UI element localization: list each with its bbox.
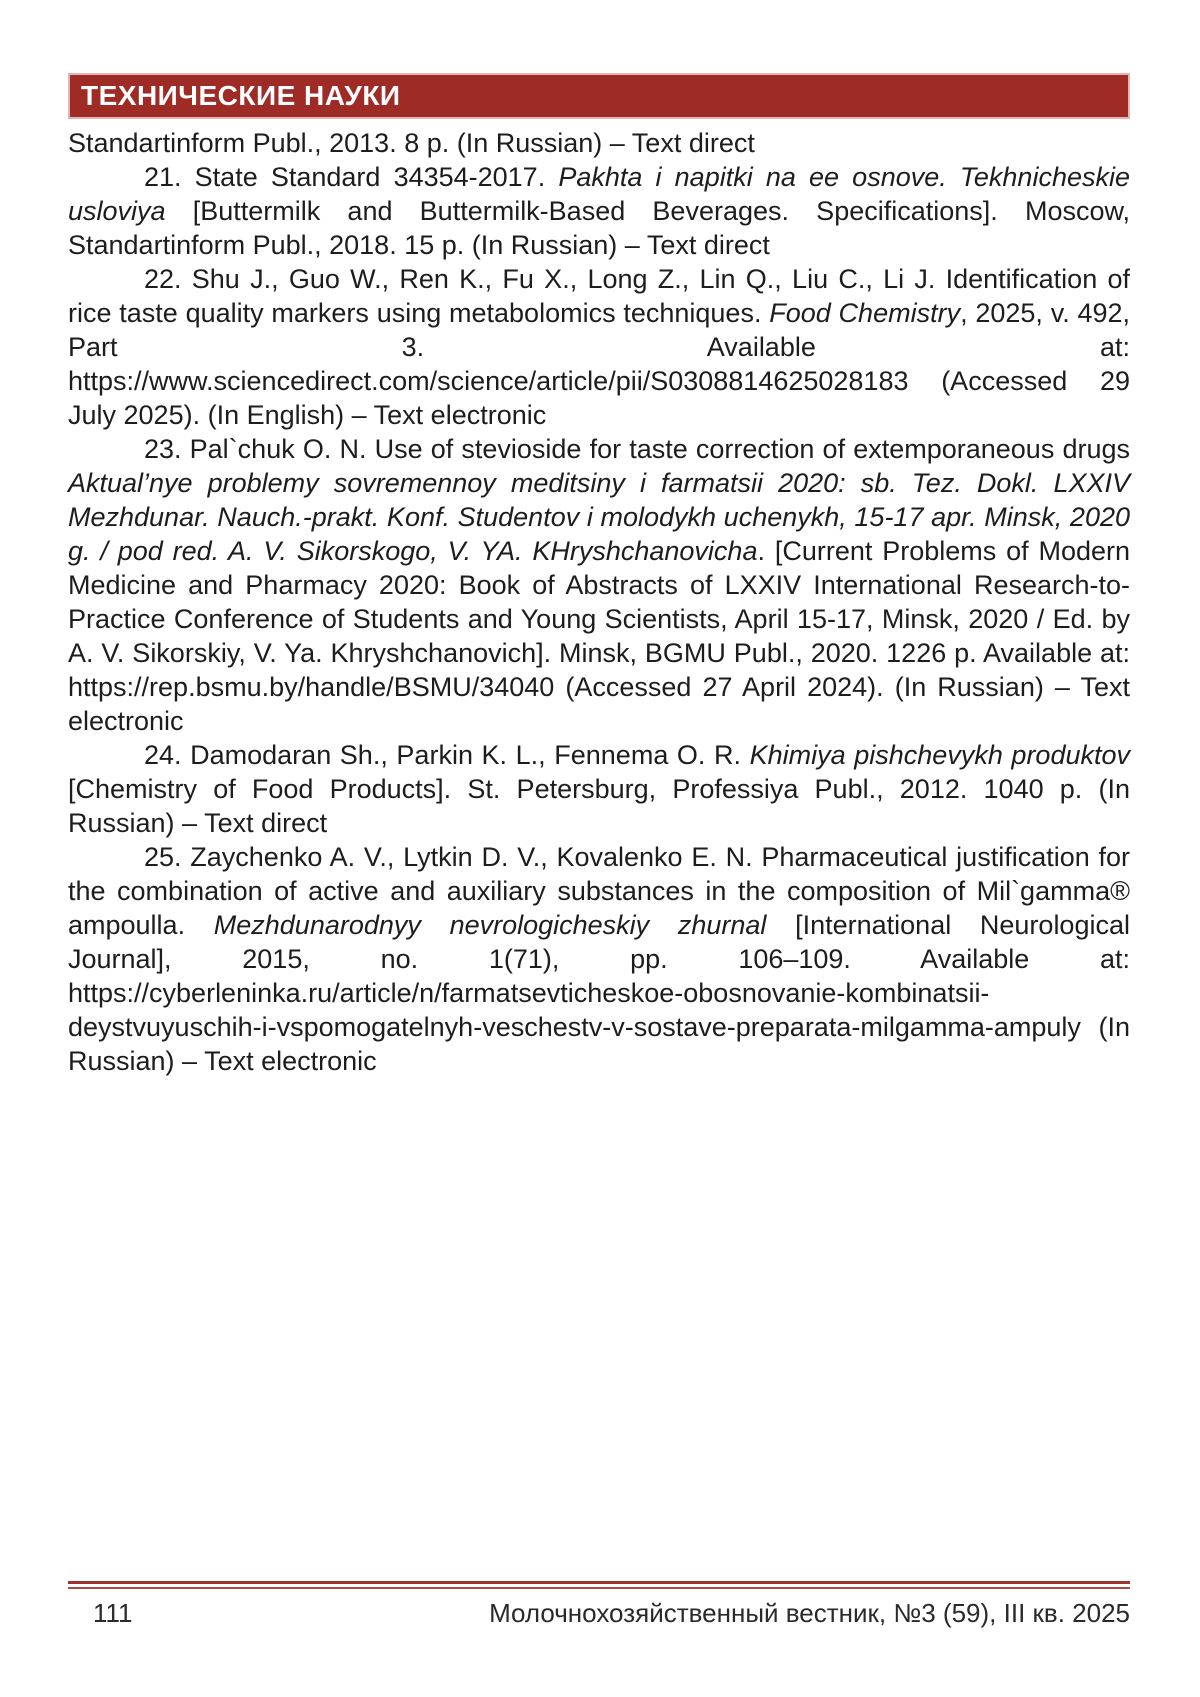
reference-text: 21. State Standard 34354-2017. bbox=[144, 162, 559, 192]
section-title: ТЕХНИЧЕСКИЕ НАУКИ bbox=[81, 80, 401, 111]
reference-text: [Buttermilk and Buttermilk-Based Beverages. Specifications]. Moscow, Standartinform Publ., 2018. 15 p. (In Russian) – Text direct bbox=[68, 196, 1130, 260]
page-content bbox=[68, 73, 1130, 1078]
footer-row bbox=[68, 1598, 1130, 1629]
reference-source-italic: Food Chemistry bbox=[769, 298, 961, 328]
reference-entry bbox=[68, 262, 1130, 432]
reference-text: 25. Zaychenko A. V., Lytkin D. V., Kovalenko E. N. Pharmaceutical justification for the combination of active and auxiliary substances in the composition of Mil`gamma® ampoulla. bbox=[68, 842, 1130, 940]
journal-info: Молочнохозяйственный вестник, №3 (59), III кв. 2025 bbox=[489, 1598, 1130, 1628]
references bbox=[68, 126, 1130, 1078]
reference-text: [International Neurological Journal], 2015, no. 1(71), pp. 106–109. Available at: https://cyberleninka.ru/article/n/farmatsevticheskoe-obosnovanie-kombinatsii-deystvuyuschih-i-vspomogatelnyh-veschestv-v-sostave-preparata-milgamma-ampuly (In Russian) – Text electronic bbox=[68, 910, 1130, 1076]
page-number: 111 bbox=[93, 1598, 133, 1628]
reference-source-italic: Mezhdunarodnyy nevrologicheskiy zhurnal bbox=[213, 910, 767, 940]
reference-text: 24. Damodaran Sh., Parkin K. L., Fennema O. R. bbox=[144, 740, 750, 770]
reference-entry bbox=[68, 738, 1130, 840]
reference-text: , 2025, v. 492, Part 3. Available at: https://www.sciencedirect.com/science/article/pii/S0308814625028183 (Accessed 29 July 2025). (In English) – Text electronic bbox=[68, 298, 1131, 430]
reference-entry bbox=[68, 126, 1130, 160]
reference-entry bbox=[68, 160, 1130, 262]
reference-source-italic: Khimiya pishchevykh produktov bbox=[749, 740, 1130, 770]
reference-entry bbox=[68, 432, 1130, 738]
footer-divider bbox=[68, 1581, 1130, 1589]
reference-text: 23. Pal`chuk O. N. Use of stevioside for taste correction of extemporaneous drugs bbox=[144, 434, 1130, 464]
reference-text: 22. Shu J., Guo W., Ren K., Fu X., Long Z., Lin Q., Liu C., Li J. Identification of rice taste quality markers using metabolomics techniques. bbox=[68, 264, 1130, 328]
page-footer bbox=[68, 1581, 1130, 1629]
reference-source-italic: Aktual’nye problemy sovremennoy meditsiny i farmatsii 2020: sb. Tez. Dokl. LXXIV Mezhdunar. Nauch.-prakt. Konf. Studentov i molodykh uchenykh, 15-17 apr. Minsk, 2020 g. / pod red. A. V. Sikorskogo, V. YA. KHryshchanovicha bbox=[68, 468, 1130, 566]
reference-text: . [Current Problems of Modern Medicine and Pharmacy 2020: Book of Abstracts of LXXIV International Research-to-Practice Conference of Students and Young Scientists, April 15-17, Minsk, 2020 / Ed. by A. V. Sikorskiy, V. Ya. Khryshchanovich]. Minsk, BGMU Publ., 2020. 1226 p. Available at: https://rep.bsmu.by/handle/BSMU/34040 (Accessed 27 April 2024). (In Russian) – Text electronic bbox=[68, 536, 1130, 736]
section-header-banner bbox=[68, 73, 1130, 119]
reference-text: Standartinform Publ., 2013. 8 p. (In Russian) – Text direct bbox=[68, 128, 755, 158]
reference-text: [Chemistry of Food Products]. St. Petersburg, Professiya Publ., 2012. 1040 p. (In Russian) – Text direct bbox=[68, 774, 1130, 838]
reference-source-italic: Pakhta i napitki na ee osnove. Tekhnicheskie usloviya bbox=[68, 162, 1130, 226]
reference-entry bbox=[68, 840, 1130, 1078]
